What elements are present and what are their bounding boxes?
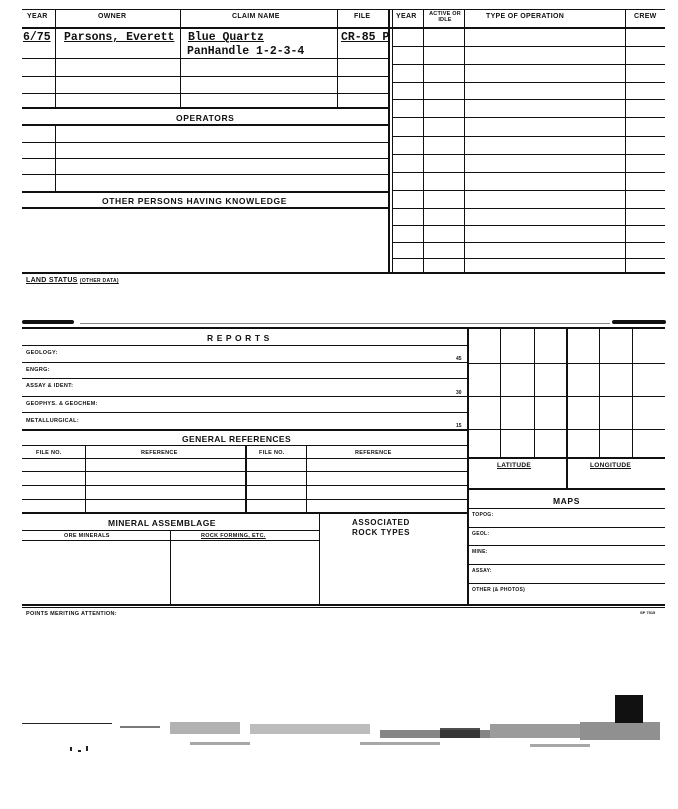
row-line (22, 174, 388, 175)
bottom-rule (22, 272, 665, 274)
report-tick-15: 15 (456, 423, 462, 429)
row-line (392, 258, 665, 259)
scan-line (80, 323, 610, 324)
maps-topog: TOPOG: (472, 512, 494, 518)
general-references-title: GENERAL REFERENCES (182, 434, 292, 444)
header-type-of-operation: TYPE OF OPERATION (486, 13, 565, 20)
reports-top-rule (22, 327, 665, 329)
row-line (22, 76, 388, 77)
grid-row (467, 363, 665, 364)
mineral-assemblage-title: MINERAL ASSEMBLAGE (108, 518, 216, 528)
col-divider (464, 9, 465, 273)
report-tick-45: 45 (456, 356, 462, 362)
header-file: FILE (354, 13, 371, 20)
top-rule (22, 9, 665, 10)
ref-header-reference-1: REFERENCE (141, 450, 178, 456)
col-divider (625, 9, 626, 273)
maps-row (469, 527, 665, 528)
reports-title: R E P O R T S (207, 333, 270, 343)
land-status-label (26, 277, 119, 284)
row-line (22, 378, 467, 379)
other-persons-title: OTHER PERSONS HAVING KNOWLEDGE (102, 196, 288, 206)
col-divider (170, 530, 171, 604)
scan-mark (612, 320, 666, 324)
entry-year: 6/75 (23, 31, 51, 44)
row-line (392, 190, 665, 191)
header-year-2: YEAR (396, 13, 417, 20)
block-divider (467, 327, 469, 604)
associated-title-2: ROCK TYPES (352, 528, 411, 537)
grid-row (467, 457, 665, 459)
col-divider (180, 9, 181, 109)
col-divider (55, 9, 56, 109)
row-line (22, 485, 467, 486)
row-line (392, 225, 665, 226)
header-rule (22, 27, 665, 29)
ore-minerals-header: ORE MINERALS (64, 533, 110, 539)
scan-mark (22, 320, 74, 324)
report-tick-30: 30 (456, 390, 462, 396)
report-metallurgical: METALLURGICAL: (26, 418, 79, 424)
report-assay: ASSAY & IDENT: (26, 383, 74, 389)
header-active-or-idle: ACTIVE OR IDLE (429, 11, 461, 23)
maps-row (469, 508, 665, 509)
row-line (22, 345, 467, 346)
row-line (392, 154, 665, 155)
row-line (22, 412, 467, 413)
report-engrg: ENGRG: (26, 367, 50, 373)
row-line (392, 242, 665, 243)
report-geology: GEOLOGY: (26, 350, 58, 356)
col-divider (85, 445, 86, 513)
rock-forming-header: ROCK FORMING, ETC. (201, 533, 266, 539)
row-line (392, 64, 665, 65)
grid-col (534, 329, 535, 457)
form-code: SP 7515 (640, 610, 656, 615)
operators-title: OPERATORS (176, 113, 235, 123)
latitude-label: LATITUDE (497, 462, 532, 469)
points-meriting-attention: POINTS MERITING ATTENTION: (26, 611, 117, 617)
block-divider (392, 9, 393, 273)
row-line (22, 124, 388, 126)
row-line (22, 191, 388, 193)
entry-owner: Parsons, Everett (64, 31, 175, 44)
report-geophys: GEOPHYS. & GEOCHEM: (26, 401, 98, 407)
col-divider (319, 513, 320, 604)
row-line (22, 499, 467, 500)
row-line (22, 207, 388, 209)
ref-header-reference-2: REFERENCE (355, 450, 392, 456)
entry-file: CR-85 P (341, 31, 390, 44)
col-divider (306, 445, 307, 513)
block-divider (388, 9, 390, 273)
ref-header-file-no-2: FILE NO. (259, 450, 285, 456)
row-line (22, 58, 388, 59)
associated-title-1: ASSOCIATED (352, 518, 410, 527)
maps-other: OTHER (& PHOTOS) (472, 587, 526, 593)
scan-blot (615, 695, 643, 723)
grid-col (632, 329, 633, 457)
header-year: YEAR (27, 13, 48, 20)
land-status-sub: (OTHER DATA) (79, 278, 119, 284)
row-line (392, 136, 665, 137)
row-line (22, 107, 388, 109)
maps-title: MAPS (553, 496, 580, 506)
row-line (22, 158, 388, 159)
row-line (22, 362, 467, 363)
section-bottom-rule-2 (22, 607, 665, 608)
row-line (392, 172, 665, 173)
row-line (392, 82, 665, 83)
row-line (22, 93, 388, 94)
col-divider (55, 125, 56, 193)
maps-row (469, 564, 665, 565)
maps-mine: MINE: (472, 549, 488, 555)
grid-row (467, 396, 665, 397)
row-line (22, 396, 467, 397)
maps-assay: ASSAY: (472, 568, 492, 574)
scan-noise (60, 692, 668, 772)
row-line (392, 99, 665, 100)
maps-row (469, 583, 665, 584)
row-line (392, 117, 665, 118)
grid-col (599, 329, 600, 457)
maps-geol: GEOL: (472, 531, 490, 537)
row-line (22, 512, 467, 514)
row-line (22, 142, 388, 143)
grid-row (467, 488, 665, 490)
grid-col (500, 329, 501, 457)
header-claim-name: CLAIM NAME (232, 13, 280, 20)
header-crew: CREW (634, 13, 657, 20)
maps-row (469, 545, 665, 546)
row-line (22, 471, 467, 472)
row-line (22, 429, 467, 431)
ref-header-file-no-1: FILE NO. (36, 450, 62, 456)
col-divider (423, 9, 424, 273)
row-line (392, 208, 665, 209)
section-bottom-rule (22, 604, 665, 606)
grid-row (467, 429, 665, 430)
longitude-label: LONGITUDE (590, 462, 631, 469)
grid-col (566, 329, 568, 489)
header-owner: OWNER (98, 13, 127, 20)
land-status-text: LAND STATUS (26, 277, 78, 284)
entry-claim-name-2: PanHandle 1-2-3-4 (187, 45, 305, 58)
entry-claim-name: Blue Quartz (188, 31, 264, 44)
col-divider (337, 9, 338, 109)
col-divider (245, 445, 247, 513)
row-line (392, 46, 665, 47)
